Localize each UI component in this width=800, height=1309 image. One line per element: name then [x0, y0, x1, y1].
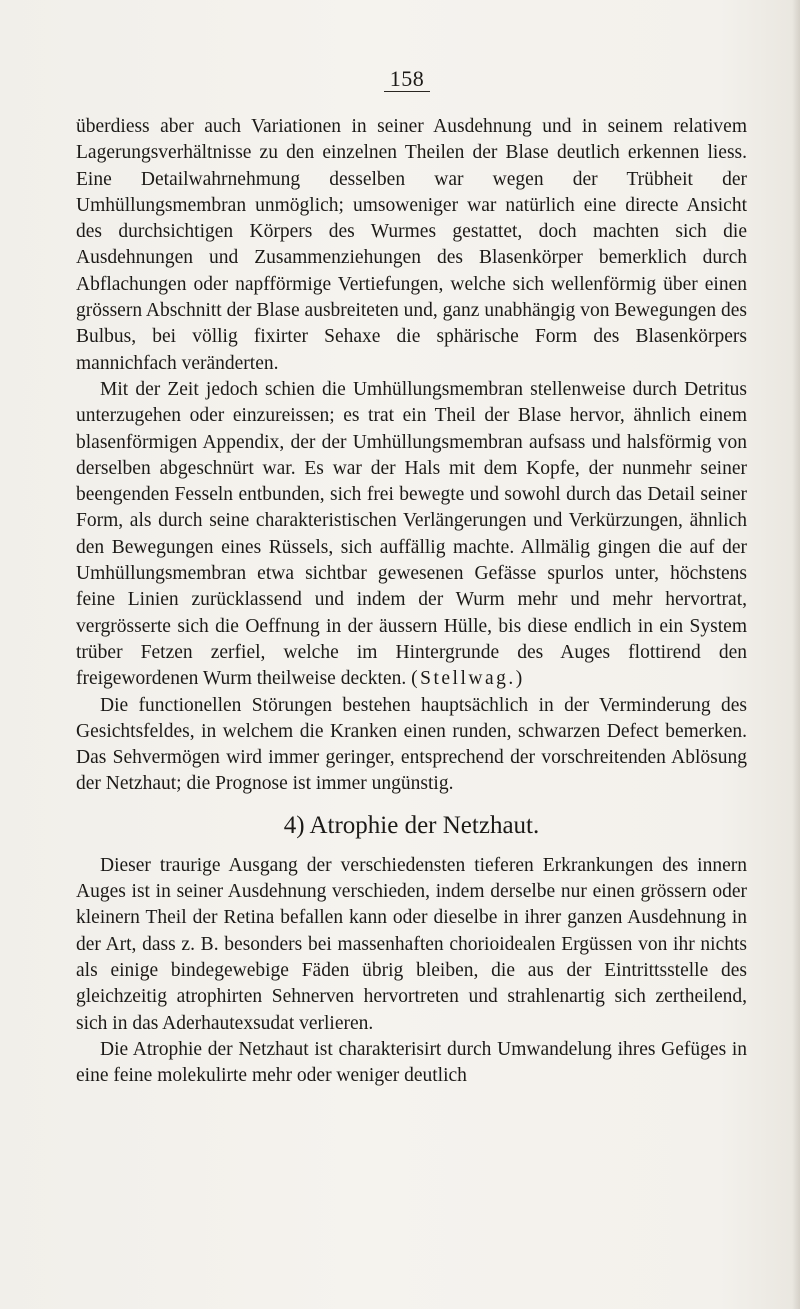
page-number — [0, 66, 800, 92]
paragraph-text: Mit der Zeit jedoch schien die Umhüllungsmembran stellenweise durch Detritus unterzugehen oder einzureissen; es trat ein Theil der Blase hervor, ähnlich einem blasenförmigen Appendix, der der Umhüllungsmembran aufsass und halsförmig von derselben abgeschnürt war. Es war der Hals mit dem Kopfe, der nunmehr seiner beengenden Fesseln entbunden, sich frei bewegte und sowohl durch das Detail seiner Form, als durch seine charakteristischen Verlängerungen und Verkürzungen, ähnlich den Bewegungen eines Rüssels, sich auffällig machte. Allmälig gingen die auf der Umhüllungsmembran etwa sichtbar gewesenen Gefässe spurlos unter, höchstens feine Linien zurücklassend und indem der Wurm mehr und mehr hervortrat, vergrösserte sich die Oeffnung in der äussern Hülle, bis diese endlich in ein System trüber Fetzen zerfiel, welche im Hintergrunde des Auges flottirend den freigewordenen Wurm theilweise deckten. — [76, 378, 747, 690]
paragraph-continued — [76, 114, 747, 377]
paragraph — [76, 853, 747, 1037]
body-text — [76, 114, 747, 1089]
paragraph — [76, 1037, 747, 1090]
paragraph — [76, 377, 747, 693]
paragraph-text: Dieser traurige Ausgang der verschiedensten tieferen Erkrankungen des innern Auges ist in seiner Ausdehnung verschieden, indem derselbe nur einen grössern oder kleinern Theil der Retina befallen kann oder dieselbe in ihrer ganzen Ausdehnung in der Art, dass z. B. besonders bei massenhaften chorioidealen Ergüssen von ihr nichts als einige bindegewebige Fäden übrig bleiben, die aus der Eintrittsstelle des gleichzeitig atrophirten Sehnerven hervortreten und strahlenartig sich zertheilend, sich in das Aderhautexsudat verlieren. — [76, 854, 747, 1034]
paragraph-text: Die Atrophie der Netzhaut ist charakterisirt durch Umwandelung ihres Gefüges in eine feine molekulirte mehr oder weniger deutlich — [76, 1038, 747, 1087]
paragraph-text: Die functionellen Störungen bestehen hauptsächlich in der Verminderung des Gesichtsfeldes, in welchem die Kranken einen runden, schwarzen Defect bemerken. Das Sehvermögen wird immer geringer, entsprechend der vorschreitenden Ablösung der Netzhaut; die Prognose ist immer ungünstig. — [76, 694, 747, 795]
paragraph — [76, 693, 747, 798]
paragraph-text: überdiess aber auch Variationen in seiner Ausdehnung und in seinem relativem Lagerungsverhältnisse zu den einzelnen Theilen der Blase deutlich erkennen liess. Eine Detailwahrnehmung desselben war wegen der Trübheit der Umhüllungsmembran unmöglich; umsoweniger war natürlich eine directe Ansicht des durchsichtigen Körpers des Wurmes gestattet, doch machten sich die Ausdehnungen und Zusammenziehungen des Blasenkörper bemerklich durch Abflachungen oder napfförmige Vertiefungen, welche sich wellenförmig über einen grössern Abschnitt der Blase ausbreiteten und, ganz unabhängig von Bewegungen des Bulbus, bei völlig fixirter Sehaxe die sphärische Form des Blasenkörpers mannichfach veränderten. — [76, 116, 747, 374]
page-edge-shadow — [792, 0, 800, 1309]
page-number-text: 158 — [384, 67, 431, 92]
section-heading: 4) Atrophie der Netzhaut. — [283, 811, 540, 839]
citation: (Stellwag.) — [411, 668, 525, 690]
